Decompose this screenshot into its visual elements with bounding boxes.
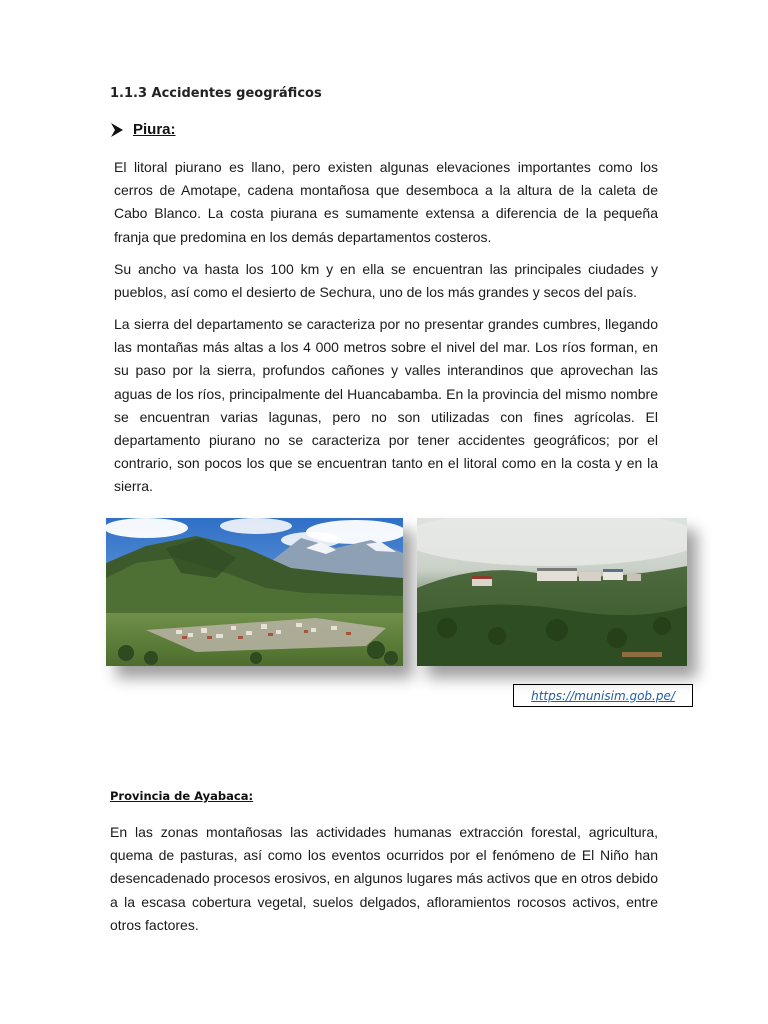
image-source-box — [513, 684, 693, 707]
bullet-item — [110, 121, 176, 138]
mountain-valley-photo — [106, 518, 403, 666]
body-paragraph: Su ancho va hasta los 100 km y en ella se encuentran las principales ciudades y pueblos, así como el desierto de Sechura, uno de los más grandes y secos del país. — [114, 261, 658, 301]
misty-hillside-photo — [417, 518, 687, 666]
section-heading: 1.1.3 Accidentes geográficos — [110, 86, 322, 101]
body-paragraph: La sierra del departamento se caracteriza por no presentar grandes cumbres, llegando las montañas más altas a los 4 000 metros sobre el nivel del mar. Los ríos forman, en su paso por la sierra, profundos cañones y valles interandinos que aprovechan las aguas de los ríos, principalmente del Huancabamba. En la provincia del mismo nombre se encuentran varias lagunas, pero no son utilizadas con fines agrícolas. El departamento piurano no se caracteriza por tener accidentes geográficos; por el contrario, son pocos los que se encuentran tanto en el litoral como en la costa y en la sierra. — [114, 316, 658, 495]
source-link[interactable]: https://munisim.gob.pe/ — [531, 688, 675, 703]
subsection-heading: Provincia de Ayabaca: — [110, 789, 254, 803]
arrowhead-bullet-icon — [110, 122, 124, 138]
bullet-title: Piura: — [133, 121, 176, 138]
body-paragraph: En las zonas montañosas las actividades humanas extracción forestal, agricultura, quema de pasturas, así como los eventos ocurridos por el fenómeno de El Niño han desencadenado procesos erosivos, en algunos lugares más activos que en otros debido a la escasa cobertura vegetal, suelos delgados, afloramientos rocosos activos, entre otros factores. — [110, 824, 658, 933]
body-paragraph: El litoral piurano es llano, pero existen algunas elevaciones importantes como los cerros de Amotape, cadena montañosa que desemboca a la altura de la caleta de Cabo Blanco. La costa piurana es sumamente extensa a diferencia de la pequeña franja que predomina en los demás departamentos costeros. — [114, 159, 658, 245]
